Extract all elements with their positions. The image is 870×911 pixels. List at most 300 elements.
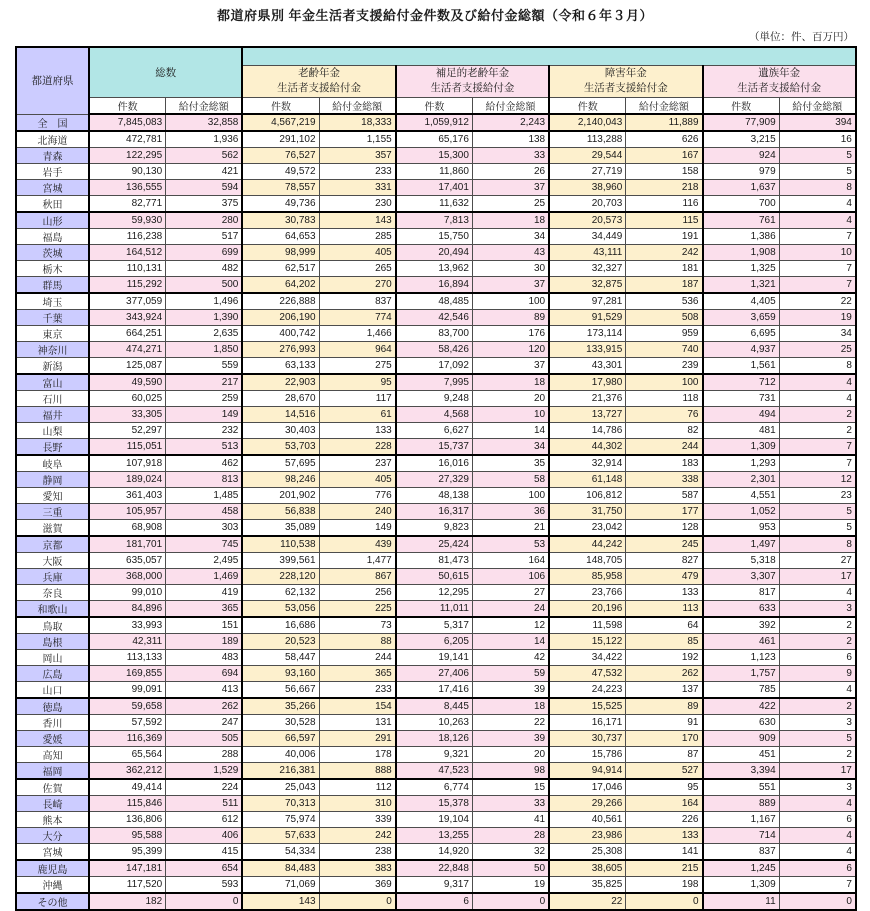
- value-cell: 1,561: [703, 357, 780, 374]
- table-row: [16, 811, 856, 827]
- value-cell: 116,369: [89, 730, 166, 746]
- value-cell: 54,334: [242, 843, 319, 860]
- value-cell: 27,719: [549, 163, 626, 179]
- value-cell: 15,378: [396, 795, 473, 811]
- value-cell: 22: [472, 714, 549, 730]
- value-cell: 50: [472, 860, 549, 877]
- header-teal-strip: [242, 47, 856, 65]
- value-cell: 2: [779, 746, 856, 762]
- value-cell: 500: [166, 276, 243, 293]
- value-cell: 419: [166, 584, 243, 600]
- value-cell: 479: [626, 568, 703, 584]
- value-cell: 32,914: [549, 455, 626, 472]
- value-cell: 10,263: [396, 714, 473, 730]
- value-cell: 9,317: [396, 876, 473, 893]
- value-cell: 95,588: [89, 827, 166, 843]
- prefecture-label: 埼玉: [16, 293, 89, 310]
- value-cell: 415: [166, 843, 243, 860]
- value-cell: 5,318: [703, 552, 780, 568]
- value-cell: 40,561: [549, 811, 626, 827]
- value-cell: 118: [626, 390, 703, 406]
- value-cell: 406: [166, 827, 243, 843]
- prefecture-label: 高知: [16, 746, 89, 762]
- value-cell: 34: [779, 325, 856, 341]
- prefecture-label: 山形: [16, 212, 89, 229]
- value-cell: 6,695: [703, 325, 780, 341]
- prefecture-label: 兵庫: [16, 568, 89, 584]
- value-cell: 375: [166, 195, 243, 212]
- value-cell: 42: [472, 649, 549, 665]
- group-header-survivor-line1: 遺族年金: [758, 66, 801, 79]
- prefecture-label: 佐賀: [16, 779, 89, 796]
- value-cell: 19: [472, 876, 549, 893]
- value-cell: 2: [779, 698, 856, 715]
- value-cell: 7,845,083: [89, 114, 166, 131]
- value-cell: 23,986: [549, 827, 626, 843]
- value-cell: 9,321: [396, 746, 473, 762]
- value-cell: 16,894: [396, 276, 473, 293]
- value-cell: 867: [319, 568, 396, 584]
- value-cell: 256: [319, 584, 396, 600]
- table-row: [16, 325, 856, 341]
- value-cell: 198: [626, 876, 703, 893]
- value-cell: 90,130: [89, 163, 166, 179]
- value-cell: 1,497: [703, 536, 780, 553]
- value-cell: 59: [472, 665, 549, 681]
- subheader-count: 件数: [703, 97, 780, 114]
- value-cell: 270: [319, 276, 396, 293]
- table-row: [16, 487, 856, 503]
- table-row: [16, 649, 856, 665]
- value-cell: 148,705: [549, 552, 626, 568]
- value-cell: 817: [703, 584, 780, 600]
- value-cell: 110,131: [89, 260, 166, 276]
- value-cell: 439: [319, 536, 396, 553]
- value-cell: 58: [472, 471, 549, 487]
- table-row: [16, 374, 856, 391]
- value-cell: 62,517: [242, 260, 319, 276]
- value-cell: 4: [779, 827, 856, 843]
- prefecture-label: 岩手: [16, 163, 89, 179]
- value-cell: 122,295: [89, 147, 166, 163]
- value-cell: 1,325: [703, 260, 780, 276]
- value-cell: 147,181: [89, 860, 166, 877]
- value-cell: 14: [472, 422, 549, 438]
- prefecture-label: 岡山: [16, 649, 89, 665]
- table-row: [16, 665, 856, 681]
- value-cell: 21,376: [549, 390, 626, 406]
- value-cell: 6,627: [396, 422, 473, 438]
- table-row: [16, 438, 856, 455]
- value-cell: 1,390: [166, 309, 243, 325]
- value-cell: 953: [703, 519, 780, 536]
- value-cell: 215: [626, 860, 703, 877]
- value-cell: 182: [89, 893, 166, 910]
- value-cell: 133,915: [549, 341, 626, 357]
- value-cell: 15,525: [549, 698, 626, 715]
- value-cell: 837: [703, 843, 780, 860]
- value-cell: 64: [626, 617, 703, 634]
- value-cell: 57,633: [242, 827, 319, 843]
- value-cell: 39: [472, 730, 549, 746]
- value-cell: 233: [319, 163, 396, 179]
- table-row: [16, 681, 856, 698]
- value-cell: 149: [166, 406, 243, 422]
- value-cell: 18: [472, 698, 549, 715]
- value-cell: 482: [166, 260, 243, 276]
- value-cell: 24: [472, 600, 549, 617]
- value-cell: 91: [626, 714, 703, 730]
- table-row: [16, 876, 856, 893]
- value-cell: 712: [703, 374, 780, 391]
- value-cell: 889: [703, 795, 780, 811]
- value-cell: 95: [319, 374, 396, 391]
- value-cell: 167: [626, 147, 703, 163]
- value-cell: 120: [472, 341, 549, 357]
- value-cell: 93,160: [242, 665, 319, 681]
- table-row: [16, 843, 856, 860]
- table-row: [16, 633, 856, 649]
- value-cell: 1,529: [166, 762, 243, 779]
- value-cell: 365: [319, 665, 396, 681]
- table-row: [16, 212, 856, 229]
- value-cell: 3: [779, 600, 856, 617]
- group-header-survivor-line2: 生活者支援給付金: [737, 82, 822, 94]
- table-row: [16, 260, 856, 276]
- value-cell: 73: [319, 617, 396, 634]
- value-cell: 107,918: [89, 455, 166, 472]
- value-cell: 62,132: [242, 584, 319, 600]
- value-cell: 158: [626, 163, 703, 179]
- value-cell: 37: [472, 179, 549, 195]
- table-row: [16, 730, 856, 746]
- value-cell: 84,896: [89, 600, 166, 617]
- value-cell: 17,092: [396, 357, 473, 374]
- value-cell: 1,466: [319, 325, 396, 341]
- value-cell: 34: [472, 228, 549, 244]
- value-cell: 505: [166, 730, 243, 746]
- value-cell: 4: [779, 843, 856, 860]
- value-cell: 39: [472, 681, 549, 698]
- value-cell: 30: [472, 260, 549, 276]
- value-cell: 56,667: [242, 681, 319, 698]
- value-cell: 143: [319, 212, 396, 229]
- table-body: [16, 114, 856, 910]
- value-cell: 65,564: [89, 746, 166, 762]
- value-cell: 143: [242, 893, 319, 910]
- value-cell: 979: [703, 163, 780, 179]
- value-cell: 310: [319, 795, 396, 811]
- value-cell: 216,381: [242, 762, 319, 779]
- value-cell: 78,557: [242, 179, 319, 195]
- value-cell: 25: [779, 341, 856, 357]
- table-row: [16, 779, 856, 796]
- value-cell: 191: [626, 228, 703, 244]
- value-cell: 481: [703, 422, 780, 438]
- value-cell: 110,538: [242, 536, 319, 553]
- value-cell: 964: [319, 341, 396, 357]
- value-cell: 18,333: [319, 114, 396, 131]
- value-cell: 95,399: [89, 843, 166, 860]
- value-cell: 181,701: [89, 536, 166, 553]
- prefecture-label: 福島: [16, 228, 89, 244]
- group-header-survivor: [703, 65, 856, 97]
- page-title: 都道府県別 年金生活者支援給付金件数及び給付金総額（令和６年３月）: [216, 8, 654, 23]
- value-cell: 2: [779, 633, 856, 649]
- header-row-sub: [16, 97, 856, 114]
- value-cell: 1,059,912: [396, 114, 473, 131]
- prefecture-column-header: 都道府県: [16, 47, 89, 114]
- prefecture-label: 島根: [16, 633, 89, 649]
- value-cell: 383: [319, 860, 396, 877]
- value-cell: 225: [319, 600, 396, 617]
- value-cell: 68,908: [89, 519, 166, 536]
- value-cell: 116,238: [89, 228, 166, 244]
- value-cell: 494: [703, 406, 780, 422]
- value-cell: 368,000: [89, 568, 166, 584]
- value-cell: 27: [472, 584, 549, 600]
- value-cell: 47,523: [396, 762, 473, 779]
- value-cell: 239: [626, 357, 703, 374]
- group-header-disability-line2: 生活者支援給付金: [583, 82, 668, 94]
- value-cell: 115,292: [89, 276, 166, 293]
- subheader-count: 件数: [242, 97, 319, 114]
- value-cell: 959: [626, 325, 703, 341]
- prefecture-label: 山口: [16, 681, 89, 698]
- value-cell: 66,597: [242, 730, 319, 746]
- value-cell: 338: [626, 471, 703, 487]
- value-cell: 176: [472, 325, 549, 341]
- value-cell: 33,993: [89, 617, 166, 634]
- value-cell: 551: [703, 779, 780, 796]
- value-cell: 21: [472, 519, 549, 536]
- value-cell: 18: [472, 212, 549, 229]
- value-cell: 508: [626, 309, 703, 325]
- value-cell: 164: [626, 795, 703, 811]
- value-cell: 6: [779, 811, 856, 827]
- value-cell: 133: [626, 584, 703, 600]
- value-cell: 1,496: [166, 293, 243, 310]
- group-header-supplementary-line1: 補足的老齢年金: [435, 66, 510, 79]
- prefecture-label: 熊本: [16, 811, 89, 827]
- table-row: [16, 568, 856, 584]
- value-cell: 89: [626, 698, 703, 715]
- prefecture-label: 長野: [16, 438, 89, 455]
- value-cell: 593: [166, 876, 243, 893]
- value-cell: 82: [626, 422, 703, 438]
- value-cell: 2: [779, 422, 856, 438]
- value-cell: 6,205: [396, 633, 473, 649]
- value-cell: 4,567,219: [242, 114, 319, 131]
- value-cell: 19,104: [396, 811, 473, 827]
- value-cell: 226,888: [242, 293, 319, 310]
- value-cell: 47,532: [549, 665, 626, 681]
- value-cell: 15,786: [549, 746, 626, 762]
- value-cell: 7: [779, 276, 856, 293]
- value-cell: 76: [626, 406, 703, 422]
- value-cell: 1,637: [703, 179, 780, 195]
- unit-note: （単位：件、百万円）: [749, 31, 854, 43]
- value-cell: 154: [319, 698, 396, 715]
- value-cell: 23: [779, 487, 856, 503]
- value-cell: 59,658: [89, 698, 166, 715]
- value-cell: 2: [779, 406, 856, 422]
- value-cell: 462: [166, 455, 243, 472]
- prefecture-label: 福岡: [16, 762, 89, 779]
- value-cell: 37: [472, 357, 549, 374]
- value-cell: 483: [166, 649, 243, 665]
- value-cell: 183: [626, 455, 703, 472]
- value-cell: 280: [166, 212, 243, 229]
- value-cell: 99,010: [89, 584, 166, 600]
- value-cell: 413: [166, 681, 243, 698]
- table-row: [16, 455, 856, 472]
- value-cell: 4: [779, 681, 856, 698]
- value-cell: 343,924: [89, 309, 166, 325]
- value-cell: 233: [319, 681, 396, 698]
- value-cell: 276,993: [242, 341, 319, 357]
- value-cell: 226: [626, 811, 703, 827]
- value-cell: 59,930: [89, 212, 166, 229]
- value-cell: 84,483: [242, 860, 319, 877]
- value-cell: 136,555: [89, 179, 166, 195]
- value-cell: 11,632: [396, 195, 473, 212]
- value-cell: 12: [779, 471, 856, 487]
- subheader-count: 件数: [549, 97, 626, 114]
- value-cell: 15,122: [549, 633, 626, 649]
- value-cell: 244: [319, 649, 396, 665]
- group-header-disability: [549, 65, 702, 97]
- value-cell: 405: [319, 244, 396, 260]
- value-cell: 8: [779, 536, 856, 553]
- value-cell: 32,327: [549, 260, 626, 276]
- value-cell: 117: [319, 390, 396, 406]
- value-cell: 242: [626, 244, 703, 260]
- value-cell: 30,403: [242, 422, 319, 438]
- value-cell: 37: [472, 276, 549, 293]
- value-cell: 9,823: [396, 519, 473, 536]
- value-cell: 4,568: [396, 406, 473, 422]
- prefecture-label: 大阪: [16, 552, 89, 568]
- value-cell: 2,635: [166, 325, 243, 341]
- value-cell: 7: [779, 455, 856, 472]
- value-cell: 149: [319, 519, 396, 536]
- value-cell: 472,781: [89, 131, 166, 148]
- table-row: [16, 309, 856, 325]
- value-cell: 13,727: [549, 406, 626, 422]
- prefecture-label: 愛知: [16, 487, 89, 503]
- value-cell: 128: [626, 519, 703, 536]
- value-cell: 28: [472, 827, 549, 843]
- value-cell: 106,812: [549, 487, 626, 503]
- value-cell: 7: [779, 260, 856, 276]
- value-cell: 43: [472, 244, 549, 260]
- value-cell: 24,223: [549, 681, 626, 698]
- value-cell: 630: [703, 714, 780, 730]
- value-cell: 3: [779, 779, 856, 796]
- prefecture-label: 新潟: [16, 357, 89, 374]
- value-cell: 1,309: [703, 438, 780, 455]
- value-cell: 100: [472, 487, 549, 503]
- table-row: [16, 276, 856, 293]
- value-cell: 9: [779, 665, 856, 681]
- value-cell: 43,111: [549, 244, 626, 260]
- value-cell: 7: [779, 438, 856, 455]
- value-cell: 192: [626, 649, 703, 665]
- value-cell: 357: [319, 147, 396, 163]
- value-cell: 75,974: [242, 811, 319, 827]
- value-cell: 7,995: [396, 374, 473, 391]
- value-cell: 151: [166, 617, 243, 634]
- value-cell: 421: [166, 163, 243, 179]
- value-cell: 16,171: [549, 714, 626, 730]
- value-cell: 115: [626, 212, 703, 229]
- value-cell: 52,297: [89, 422, 166, 438]
- value-cell: 888: [319, 762, 396, 779]
- value-cell: 4,937: [703, 341, 780, 357]
- value-cell: 105,957: [89, 503, 166, 519]
- value-cell: 20,703: [549, 195, 626, 212]
- subheader-amount: 給付金総額: [319, 97, 396, 114]
- value-cell: 11,011: [396, 600, 473, 617]
- value-cell: 32,875: [549, 276, 626, 293]
- value-cell: 57,695: [242, 455, 319, 472]
- value-cell: 394: [779, 114, 856, 131]
- value-cell: 8: [779, 357, 856, 374]
- value-cell: 50,615: [396, 568, 473, 584]
- value-cell: 422: [703, 698, 780, 715]
- value-cell: 259: [166, 390, 243, 406]
- value-cell: 262: [166, 698, 243, 715]
- value-cell: 12: [472, 617, 549, 634]
- value-cell: 34: [472, 438, 549, 455]
- value-cell: 924: [703, 147, 780, 163]
- value-cell: 181: [626, 260, 703, 276]
- value-cell: 17: [779, 762, 856, 779]
- value-cell: 34,449: [549, 228, 626, 244]
- table-row: [16, 714, 856, 730]
- value-cell: 461: [703, 633, 780, 649]
- table-row: [16, 114, 856, 131]
- value-cell: 12,295: [396, 584, 473, 600]
- value-cell: 56,838: [242, 503, 319, 519]
- value-cell: 27,406: [396, 665, 473, 681]
- value-cell: 4: [779, 584, 856, 600]
- value-cell: 4: [779, 212, 856, 229]
- value-cell: 15: [472, 779, 549, 796]
- prefecture-label: 青森: [16, 147, 89, 163]
- value-cell: 230: [319, 195, 396, 212]
- table-row: [16, 147, 856, 163]
- value-cell: 53,056: [242, 600, 319, 617]
- total-group-header: 総数: [89, 47, 242, 97]
- value-cell: 4: [779, 374, 856, 391]
- value-cell: 0: [166, 893, 243, 910]
- value-cell: 97,281: [549, 293, 626, 310]
- table-row: [16, 163, 856, 179]
- value-cell: 527: [626, 762, 703, 779]
- table-row: [16, 860, 856, 877]
- prefecture-label: 全 国: [16, 114, 89, 131]
- value-cell: 131: [319, 714, 396, 730]
- value-cell: 125,087: [89, 357, 166, 374]
- subheader-amount: 給付金総額: [779, 97, 856, 114]
- value-cell: 2,301: [703, 471, 780, 487]
- table-row: [16, 244, 856, 260]
- value-cell: 29,544: [549, 147, 626, 163]
- value-cell: 5: [779, 730, 856, 746]
- value-cell: 635,057: [89, 552, 166, 568]
